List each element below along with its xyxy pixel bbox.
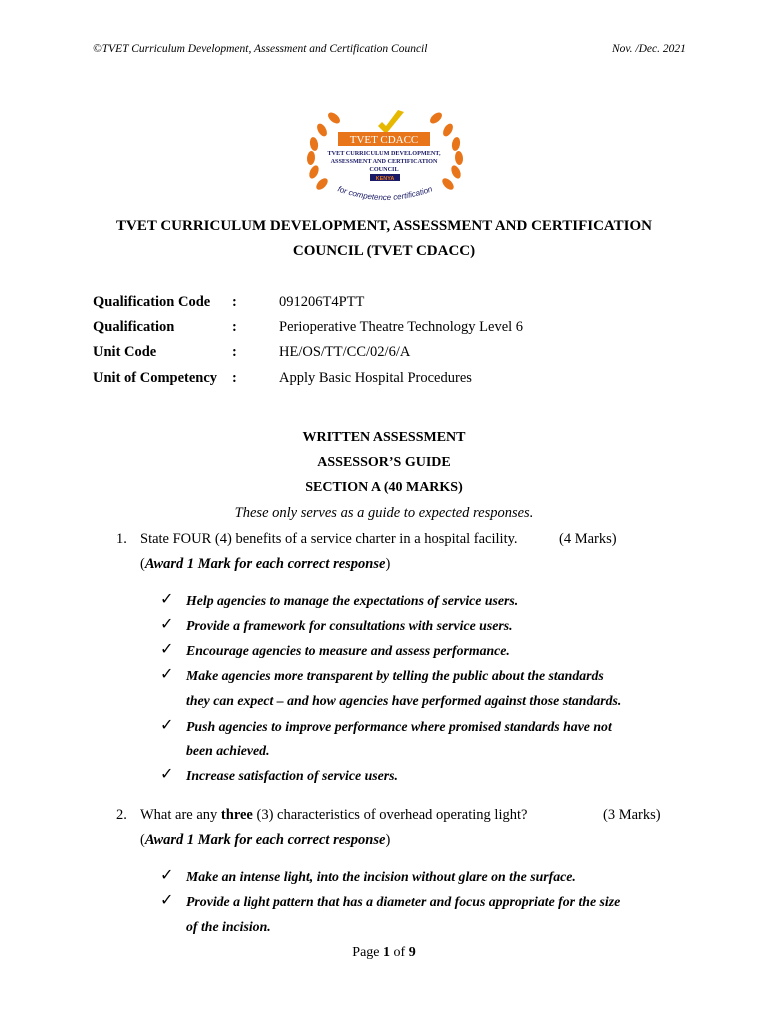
check-icon: ✓ xyxy=(160,666,174,683)
question-marks: (4 Marks) xyxy=(559,531,617,547)
check-icon: ✓ xyxy=(160,616,174,633)
svg-text:TVET CURRICULUM DEVELOPMENT,: TVET CURRICULUM DEVELOPMENT, xyxy=(327,150,441,157)
answer-item: Encourage agencies to measure and assess performance. xyxy=(186,643,510,658)
answer-item: Make an intense light, into the incision without glare on the surface. xyxy=(186,869,576,884)
check-icon: ✓ xyxy=(160,641,174,658)
answer-item: Make agencies more transparent by telling the public about the standards xyxy=(186,668,604,683)
svg-text:COUNCIL: COUNCIL xyxy=(369,166,399,173)
check-icon: ✓ xyxy=(160,766,174,783)
emblem-icon xyxy=(378,110,404,134)
info-value: Perioperative Theatre Technology Level 6 xyxy=(279,319,524,335)
svg-text:TVET CDACC: TVET CDACC xyxy=(349,134,419,146)
section-a-heading: SECTION A (40 MARKS) xyxy=(305,480,463,495)
logo-graphic xyxy=(300,100,470,212)
question-number: 1. xyxy=(116,531,127,547)
answer-item-continuation: been achieved. xyxy=(186,743,270,758)
question-text: State FOUR (4) benefits of a service charter in a hospital facility. xyxy=(140,531,518,547)
assessors-guide-heading: ASSESSOR’S GUIDE xyxy=(317,455,451,470)
question-text: What are any three (3) characteristics of overhead operating light? xyxy=(140,807,528,823)
guide-note: These only serves as a guide to expected responses. xyxy=(234,505,534,521)
svg-text:ASSESSMENT AND CERTIFICATION: ASSESSMENT AND CERTIFICATION xyxy=(330,158,438,165)
header-left-text: ©TVET Curriculum Development, Assessment and Certification Council xyxy=(93,43,428,55)
info-label: Qualification xyxy=(93,319,175,335)
info-label: Unit Code xyxy=(93,344,157,360)
info-label: Unit of Competency xyxy=(93,370,218,386)
answer-item: Increase satisfaction of service users. xyxy=(186,768,398,783)
check-icon: ✓ xyxy=(160,867,174,884)
info-value: 091206T4PTT xyxy=(279,294,365,310)
svg-text:KENYA: KENYA xyxy=(375,176,395,182)
answer-item: Help agencies to manage the expectations of service users. xyxy=(186,593,519,608)
info-colon: : xyxy=(232,319,237,335)
header-date: Nov. /Dec. 2021 xyxy=(612,43,686,55)
tvet-cdacc-logo xyxy=(300,100,470,212)
info-value: Apply Basic Hospital Procedures xyxy=(279,370,472,386)
info-colon: : xyxy=(232,294,237,310)
council-title-line2: COUNCIL (TVET CDACC) xyxy=(292,243,476,259)
award-instruction: (Award 1 Mark for each correct response) xyxy=(140,556,391,572)
award-instruction: (Award 1 Mark for each correct response) xyxy=(140,832,391,848)
answer-item: Push agencies to improve performance where promised standards have not xyxy=(186,719,612,734)
answer-item-continuation: of the incision. xyxy=(186,919,271,934)
answer-item-continuation: they can expect – and how agencies have performed against those standards. xyxy=(186,693,622,708)
svg-text:for competence certification: for competence certification xyxy=(336,184,434,203)
info-colon: : xyxy=(232,370,237,386)
question-number: 2. xyxy=(116,807,127,823)
council-title-line1: TVET CURRICULUM DEVELOPMENT, ASSESSMENT AND CERTIFICATION xyxy=(116,218,652,234)
check-icon: ✓ xyxy=(160,892,174,909)
page-number: Page 1 of 9 xyxy=(352,945,416,960)
check-icon: ✓ xyxy=(160,591,174,608)
answer-item: Provide a framework for consultations with service users. xyxy=(186,618,513,633)
written-assessment-heading: WRITTEN ASSESSMENT xyxy=(302,430,466,445)
info-colon: : xyxy=(232,344,237,360)
check-icon: ✓ xyxy=(160,717,174,734)
info-value: HE/OS/TT/CC/02/6/A xyxy=(279,344,411,360)
answer-item: Provide a light pattern that has a diameter and focus appropriate for the size xyxy=(186,894,621,909)
question-marks: (3 Marks) xyxy=(603,807,661,823)
info-label: Qualification Code xyxy=(93,294,211,310)
